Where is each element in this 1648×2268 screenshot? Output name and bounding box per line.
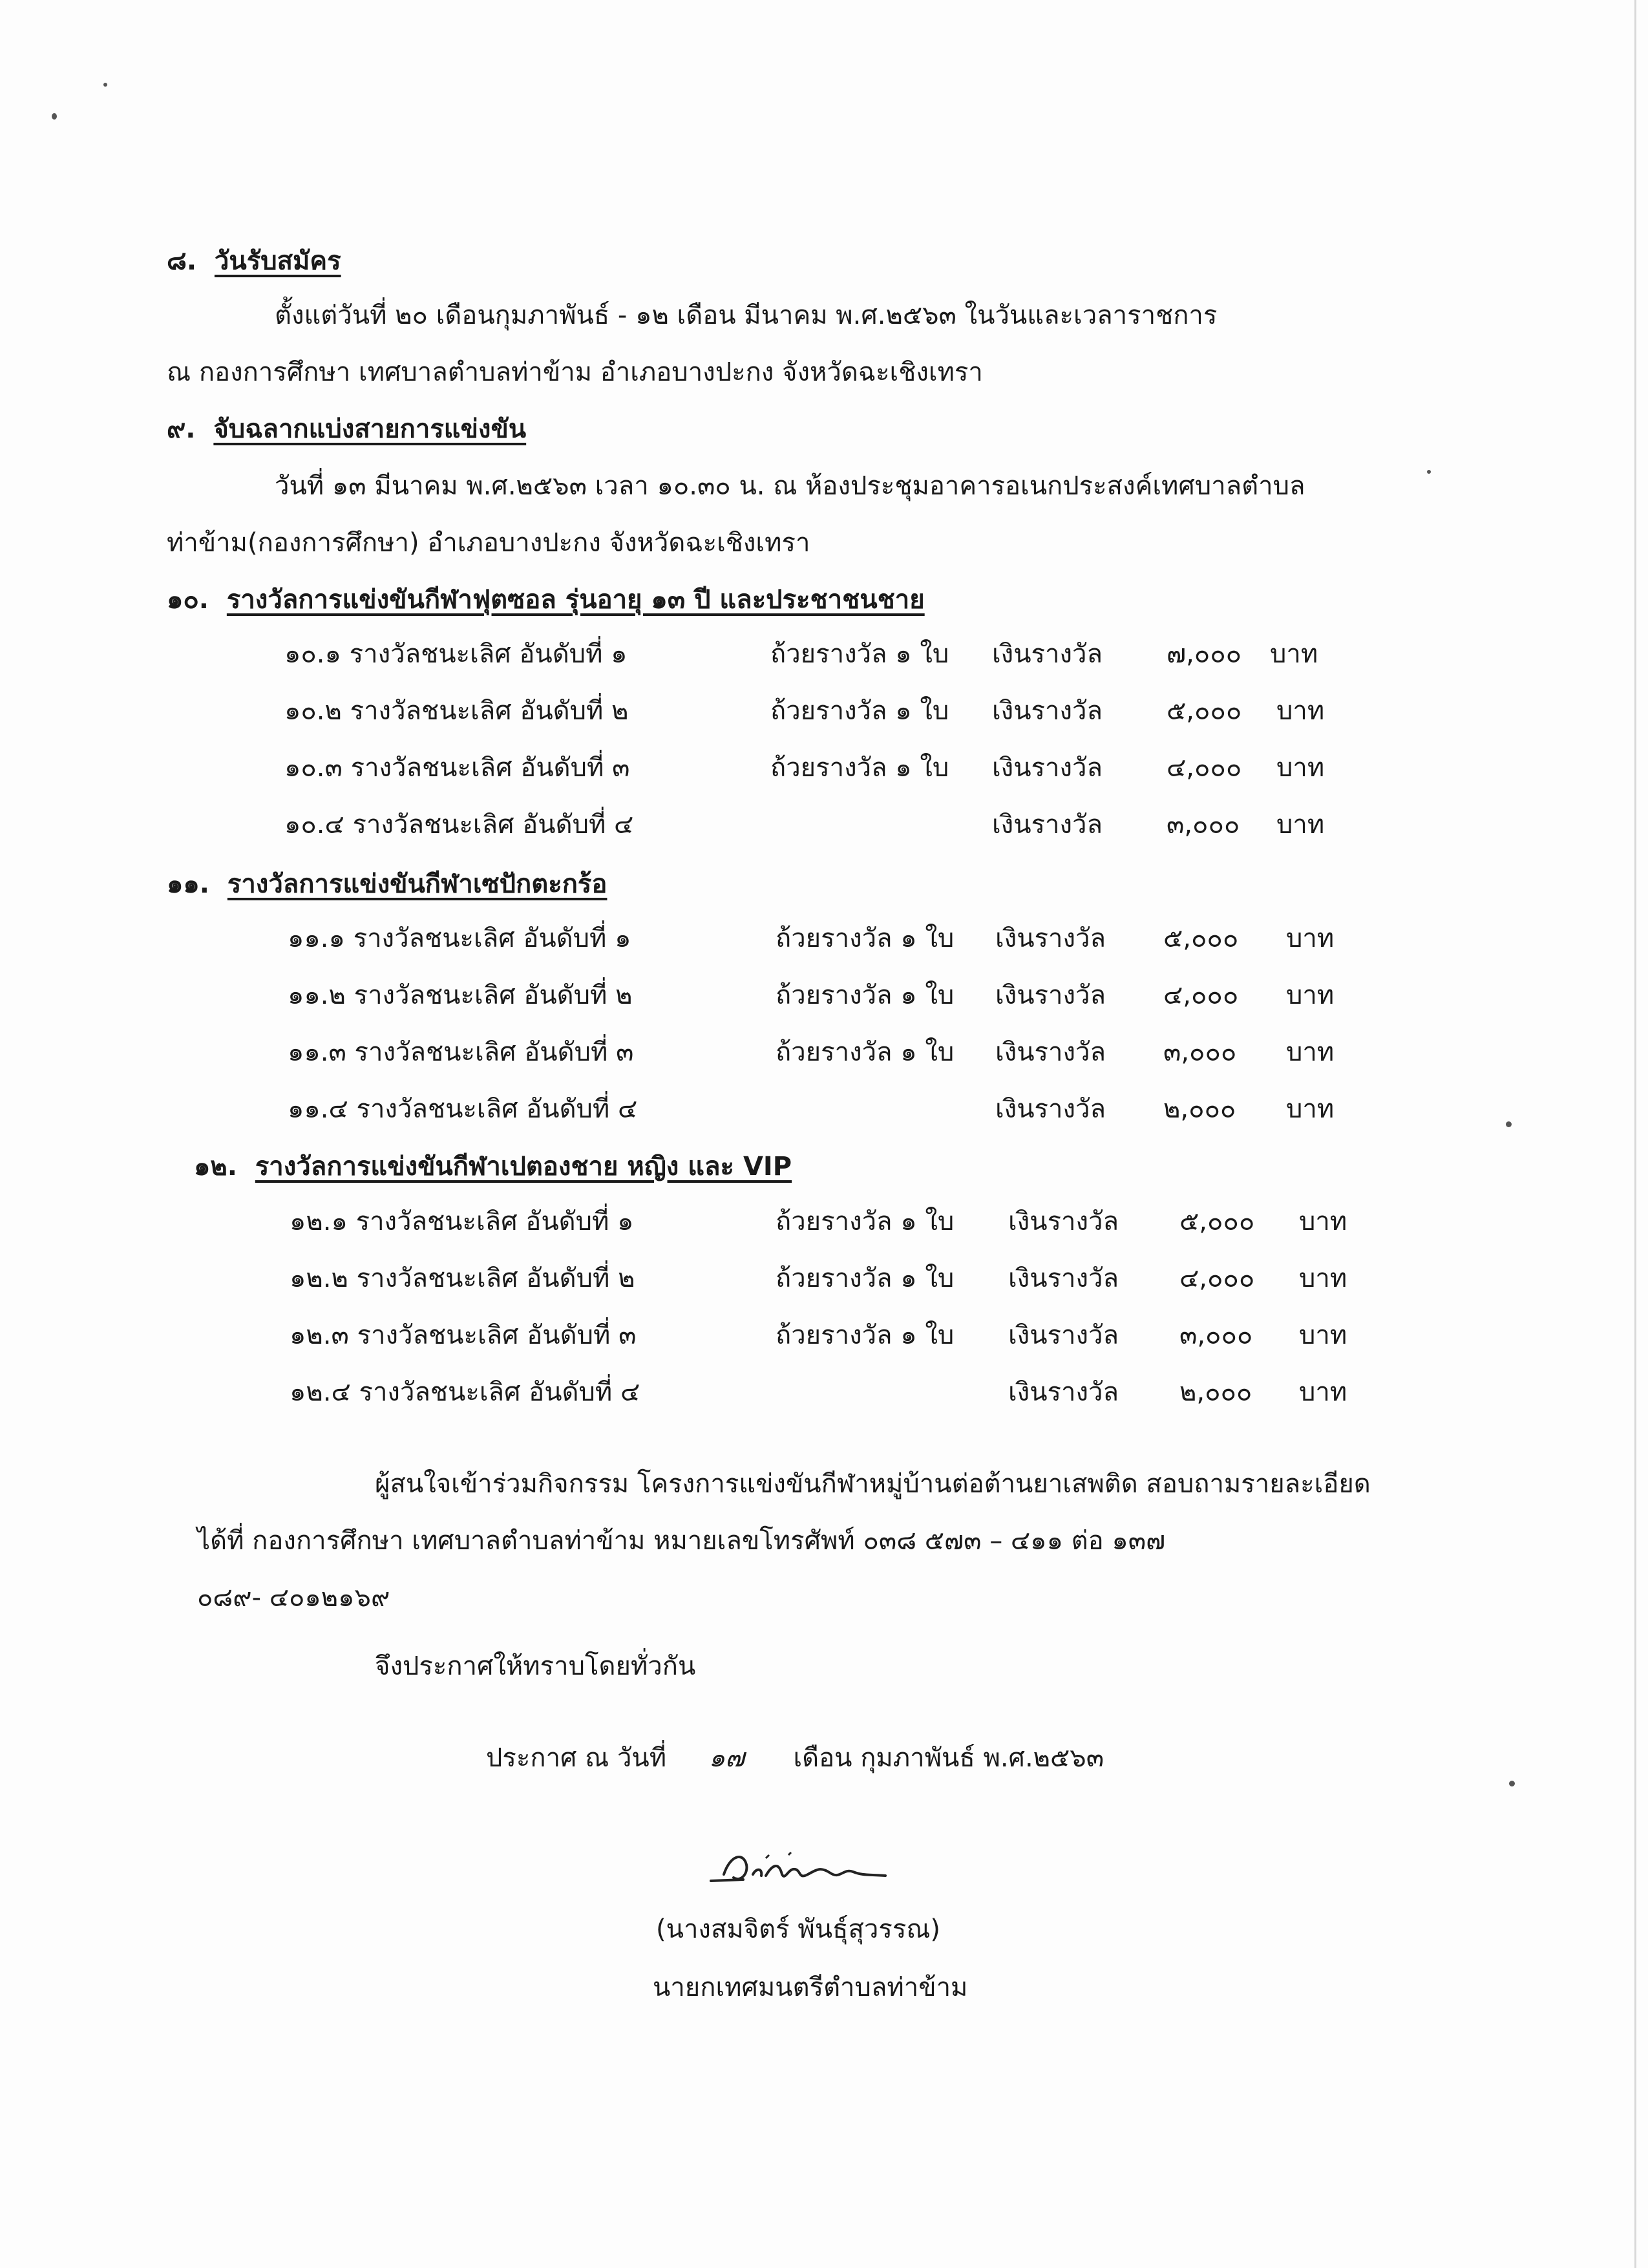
scan-speck [103, 83, 107, 87]
prize-row [0, 1209, 1648, 1241]
section-12-heading [194, 1154, 792, 1180]
prize-amount: ๔,๐๐๐ [1179, 1264, 1255, 1293]
trophy-count: ถ้วยรางวัล ๑ ใบ [776, 980, 955, 1010]
prize-label: ๑๒.๒ รางวัลชนะเลิศ อันดับที่ ๒ [290, 1264, 635, 1293]
trophy-count: ถ้วยรางวัล ๑ ใบ [776, 924, 955, 953]
trophy-count: ถ้วยรางวัล ๑ ใบ [770, 639, 949, 669]
trophy-count: ถ้วยรางวัล ๑ ใบ [770, 753, 949, 783]
trophy-count: ถ้วยรางวัล ๑ ใบ [776, 1207, 955, 1236]
prize-amount: ๓,๐๐๐ [1167, 810, 1240, 840]
prize-row [0, 1039, 1648, 1072]
section-9-line-2: ท่าข้าม(กองการศึกษา) อำเภอบางปะกง จังหวัดฉะเชิงเทรา [167, 528, 810, 558]
prize-row [0, 982, 1648, 1015]
prize-label: ๑๐.๒ รางวัลชนะเลิศ อันดับที่ ๒ [284, 696, 629, 726]
scan-speck [1427, 470, 1431, 474]
prize-money-label: เงินรางวัล [992, 753, 1103, 783]
signatory-name: (นางสมจิตร์ พันธุ์สุวรรณ) [656, 1914, 941, 1944]
section-number: ๙. [167, 414, 196, 444]
prize-money-label: เงินรางวัล [992, 696, 1103, 726]
prize-label: ๑๒.๓ รางวัลชนะเลิศ อันดับที่ ๓ [290, 1320, 637, 1350]
prize-money-label: เงินรางวัล [992, 639, 1103, 669]
prize-money-label: เงินรางวัล [1008, 1320, 1119, 1350]
trophy-count: ถ้วยรางวัล ๑ ใบ [776, 1037, 955, 1067]
announce-prefix: ประกาศ ณ วันที่ [486, 1743, 667, 1773]
section-8-line-2: ณ กองการศึกษา เทศบาลตำบลท่าข้าม อำเภอบางปะกง จังหวัดฉะเชิงเทรา [167, 357, 983, 387]
prize-row [0, 1322, 1648, 1355]
currency-unit: บาท [1286, 980, 1335, 1010]
currency-unit: บาท [1286, 1037, 1335, 1067]
currency-unit: บาท [1299, 1207, 1347, 1236]
closing-statement: จึงประกาศให้ทราบโดยทั่วกัน [375, 1651, 696, 1681]
section-title: วันรับสมัคร [214, 246, 341, 276]
prize-amount: ๓,๐๐๐ [1163, 1037, 1237, 1067]
section-number: ๑๒. [194, 1152, 237, 1182]
prize-money-label: เงินรางวัล [992, 810, 1103, 840]
section-title: รางวัลการแข่งขันกีฬาฟุตซอล รุ่นอายุ ๑๓ ปี และประชาชนชาย [226, 585, 925, 615]
currency-unit: บาท [1299, 1377, 1347, 1407]
currency-unit: บาท [1276, 696, 1325, 726]
section-title: รางวัลการแข่งขันกีฬาเซปักตะกร้อ [227, 869, 607, 899]
prize-label: ๑๑.๑ รางวัลชนะเลิศ อันดับที่ ๑ [288, 924, 631, 953]
section-number: ๑๐. [167, 585, 209, 615]
signature-image [704, 1829, 898, 1900]
prize-row [0, 926, 1648, 958]
currency-unit: บาท [1286, 1094, 1335, 1124]
prize-money-label: เงินรางวัล [1008, 1264, 1119, 1293]
section-title: รางวัลการแข่งขันกีฬาเปตองชาย หญิง และ VIP [255, 1152, 792, 1182]
scan-speck [1509, 1781, 1515, 1786]
prize-money-label: เงินรางวัล [995, 1037, 1106, 1067]
prize-money-label: เงินรางวัล [995, 980, 1106, 1010]
currency-unit: บาท [1299, 1264, 1347, 1293]
section-8-line-1: ตั้งแต่วันที่ ๒๐ เดือนกุมภาพันธ์ - ๑๒ เดือน มีนาคม พ.ศ.๒๕๖๓ ในวันและเวลาราชการ [275, 301, 1218, 330]
prize-amount: ๒,๐๐๐ [1179, 1377, 1252, 1407]
currency-unit: บาท [1276, 753, 1325, 783]
section-8-heading [167, 248, 341, 274]
announce-day: ๑๗ [708, 1743, 745, 1773]
contact-line-3: ๐๘๙- ๔๐๑๒๑๖๙ [197, 1583, 390, 1613]
trophy-count: ถ้วยรางวัล ๑ ใบ [776, 1320, 955, 1350]
section-9-line-1: วันที่ ๑๓ มีนาคม พ.ศ.๒๕๖๓ เวลา ๑๐.๓๐ น. ณ ห้องประชุมอาคารอเนกประสงค์เทศบาลตำบล [275, 471, 1305, 501]
scan-edge [1634, 0, 1636, 2268]
prize-row [0, 1096, 1648, 1129]
prize-amount: ๒,๐๐๐ [1163, 1094, 1236, 1124]
contact-line-1: ผู้สนใจเข้าร่วมกิจกรรม โครงการแข่งขันกีฬาหมู่บ้านต่อต้านยาเสพติด สอบถามรายละเอียด [375, 1469, 1371, 1499]
currency-unit: บาท [1286, 924, 1335, 953]
prize-row [0, 698, 1648, 730]
section-number: ๘. [167, 246, 197, 276]
signatory-position: นายกเทศมนตรีตำบลท่าข้าม [653, 1973, 968, 2002]
trophy-count: ถ้วยรางวัล ๑ ใบ [770, 696, 949, 726]
prize-amount: ๕,๐๐๐ [1163, 924, 1239, 953]
prize-amount: ๕,๐๐๐ [1167, 696, 1242, 726]
section-number: ๑๑. [167, 869, 209, 899]
prize-label: ๑๒.๔ รางวัลชนะเลิศ อันดับที่ ๔ [290, 1377, 640, 1407]
prize-amount: ๔,๐๐๐ [1167, 753, 1242, 783]
prize-row [0, 812, 1648, 844]
prize-amount: ๕,๐๐๐ [1179, 1207, 1255, 1236]
prize-money-label: เงินรางวัล [995, 1094, 1106, 1124]
prize-label: ๑๐.๓ รางวัลชนะเลิศ อันดับที่ ๓ [284, 753, 630, 783]
prize-label: ๑๒.๑ รางวัลชนะเลิศ อันดับที่ ๑ [290, 1207, 634, 1236]
section-11-heading [167, 871, 607, 897]
prize-row [0, 755, 1648, 787]
prize-label: ๑๑.๒ รางวัลชนะเลิศ อันดับที่ ๒ [288, 980, 633, 1010]
prize-money-label: เงินรางวัล [1008, 1377, 1119, 1407]
prize-money-label: เงินรางวัล [995, 924, 1106, 953]
prize-amount: ๗,๐๐๐ [1167, 639, 1242, 669]
section-9-heading [167, 416, 526, 442]
trophy-count: ถ้วยรางวัล ๑ ใบ [776, 1264, 955, 1293]
prize-label: ๑๐.๔ รางวัลชนะเลิศ อันดับที่ ๔ [284, 810, 634, 840]
prize-money-label: เงินรางวัล [1008, 1207, 1119, 1236]
announcement-date [486, 1745, 1104, 1771]
prize-amount: ๔,๐๐๐ [1163, 980, 1239, 1010]
prize-amount: ๓,๐๐๐ [1179, 1320, 1253, 1350]
prize-row [0, 641, 1648, 673]
prize-row [0, 1266, 1648, 1298]
prize-label: ๑๑.๓ รางวัลชนะเลิศ อันดับที่ ๓ [288, 1037, 634, 1067]
contact-line-2: ได้ที่ กองการศึกษา เทศบาลตำบลท่าข้าม หมายเลขโทรศัพท์ ๐๓๘ ๕๗๓ – ๔๑๑ ต่อ ๑๓๗ [197, 1526, 1166, 1556]
prize-label: ๑๑.๔ รางวัลชนะเลิศ อันดับที่ ๔ [288, 1094, 638, 1124]
prize-label: ๑๐.๑ รางวัลชนะเลิศ อันดับที่ ๑ [284, 639, 628, 669]
section-title: จับฉลากแบ่งสายการแข่งขัน [213, 414, 527, 444]
currency-unit: บาท [1270, 639, 1318, 669]
announce-month-year: เดือน กุมภาพันธ์ พ.ศ.๒๕๖๓ [793, 1743, 1104, 1773]
section-10-heading [167, 587, 925, 613]
currency-unit: บาท [1276, 810, 1325, 840]
prize-row [0, 1379, 1648, 1412]
currency-unit: บาท [1299, 1320, 1347, 1350]
scan-speck [52, 113, 57, 120]
